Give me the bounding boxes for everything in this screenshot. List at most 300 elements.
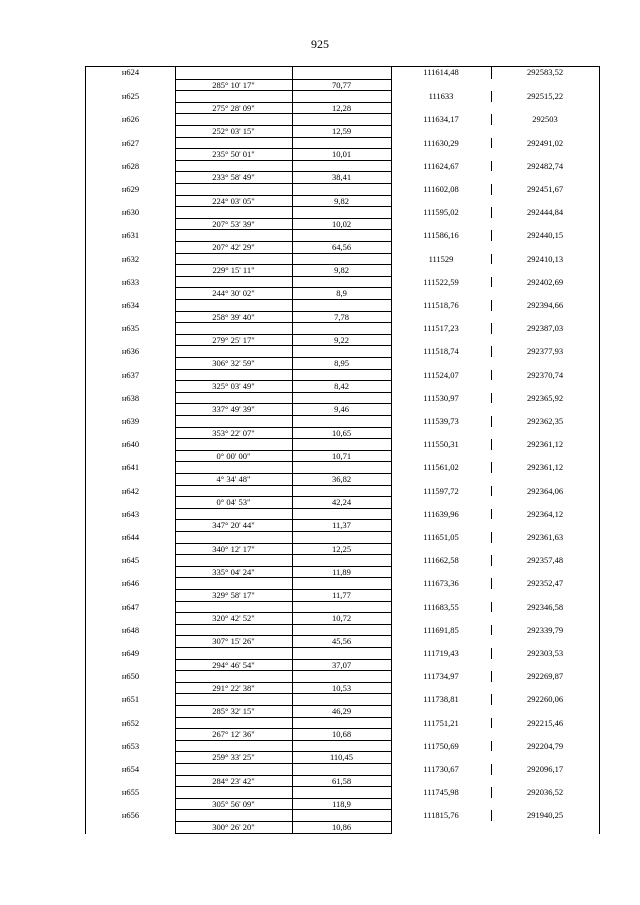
segment-row bbox=[86, 125, 599, 138]
direction-angle: 244° 30' 02" bbox=[212, 288, 255, 299]
x-coordinate: 111550,31 bbox=[423, 439, 459, 450]
cell-divider bbox=[391, 171, 392, 184]
y-coordinate: 292361,63 bbox=[526, 532, 564, 542]
merged-cell-mask bbox=[391, 125, 599, 138]
segment-row bbox=[86, 403, 599, 416]
merged-cell-mask bbox=[86, 79, 175, 92]
x-coordinate: 111662,58 bbox=[423, 555, 459, 566]
cell-divider bbox=[391, 427, 392, 440]
segment-row bbox=[86, 427, 599, 440]
direction-angle: 259° 33' 25" bbox=[212, 752, 255, 763]
x-coordinate: 111522,59 bbox=[423, 276, 459, 287]
point-name: н654 bbox=[121, 764, 140, 774]
y-coordinate: 292260,06 bbox=[526, 694, 564, 705]
direction-angle: 4° 34' 48" bbox=[216, 474, 251, 484]
cell-divider bbox=[292, 821, 293, 834]
merged-cell-mask bbox=[391, 450, 599, 463]
y-coordinate: 292377,93 bbox=[526, 346, 564, 357]
merged-cell-mask bbox=[86, 682, 175, 695]
cell-divider bbox=[391, 473, 392, 486]
segment-row bbox=[86, 519, 599, 532]
point-row bbox=[86, 67, 599, 79]
direction-angle: 235° 50' 01" bbox=[212, 149, 255, 160]
merged-cell-mask bbox=[391, 218, 599, 231]
segment-row bbox=[86, 79, 599, 92]
y-coordinate: 292410,13 bbox=[526, 253, 564, 264]
segment-length: 11,77 bbox=[332, 590, 351, 600]
cell-divider bbox=[391, 148, 392, 161]
y-coordinate: 292339,79 bbox=[526, 624, 564, 635]
point-name: н652 bbox=[121, 717, 140, 728]
point-name: н626 bbox=[121, 114, 140, 125]
cell-divider bbox=[175, 543, 176, 556]
y-coordinate: 292440,15 bbox=[526, 230, 564, 241]
point-name: н642 bbox=[121, 485, 140, 496]
merged-cell-mask bbox=[391, 635, 599, 648]
cell-divider bbox=[391, 403, 392, 416]
merged-cell-mask bbox=[391, 612, 599, 625]
merged-cell-mask bbox=[391, 496, 599, 509]
merged-cell-mask bbox=[391, 775, 599, 788]
point-name: н656 bbox=[121, 810, 140, 821]
merged-cell-mask bbox=[391, 148, 599, 161]
segment-length: 45,56 bbox=[331, 636, 352, 647]
y-coordinate: 292402,69 bbox=[526, 276, 564, 287]
segment-length: 10,86 bbox=[331, 822, 352, 832]
cell-divider bbox=[175, 125, 176, 138]
cell-divider bbox=[175, 79, 176, 92]
merged-cell-mask bbox=[391, 728, 599, 741]
segment-length: 10,68 bbox=[331, 729, 352, 740]
segment-row bbox=[86, 264, 599, 277]
cell-divider bbox=[175, 775, 176, 788]
y-coordinate: 292370,74 bbox=[526, 369, 564, 380]
cell-divider bbox=[391, 218, 392, 231]
cell-divider bbox=[175, 728, 176, 741]
merged-cell-mask bbox=[391, 195, 599, 208]
point-name: н649 bbox=[121, 648, 140, 658]
cell-divider bbox=[292, 334, 293, 347]
direction-angle: 0° 00' 00" bbox=[216, 450, 251, 461]
segment-length: 9,82 bbox=[334, 265, 349, 276]
segment-length: 8,95 bbox=[334, 358, 349, 368]
point-name: н647 bbox=[121, 601, 140, 612]
y-coordinate: 292387,03 bbox=[526, 323, 564, 334]
point-name: н634 bbox=[121, 300, 140, 310]
merged-cell-mask bbox=[86, 543, 175, 556]
segment-row bbox=[86, 102, 599, 115]
segment-row bbox=[86, 473, 599, 486]
segment-length: 110,45 bbox=[329, 752, 354, 763]
direction-angle: 337° 49' 39" bbox=[212, 404, 255, 415]
segment-length: 42,24 bbox=[331, 497, 352, 508]
y-coordinate: 292361,12 bbox=[526, 462, 564, 473]
cell-divider bbox=[175, 659, 176, 672]
cell-divider bbox=[391, 450, 392, 463]
page-number: 925 bbox=[311, 37, 329, 51]
merged-cell-mask bbox=[86, 659, 175, 672]
x-coordinate: 111639,96 bbox=[423, 508, 459, 519]
point-name: н624 bbox=[121, 67, 140, 77]
cell-divider bbox=[175, 264, 176, 277]
segment-row bbox=[86, 380, 599, 393]
cell-divider bbox=[391, 241, 392, 254]
segment-row bbox=[86, 682, 599, 695]
direction-angle: 258° 39' 40" bbox=[212, 311, 255, 322]
direction-angle: 233° 58' 49" bbox=[212, 172, 255, 183]
x-coordinate: 111539,73 bbox=[423, 416, 459, 426]
y-coordinate: 292215,46 bbox=[526, 717, 564, 728]
x-coordinate: 111517,23 bbox=[423, 323, 459, 334]
merged-cell-mask bbox=[86, 821, 175, 834]
segment-row bbox=[86, 705, 599, 718]
merged-cell-mask bbox=[86, 241, 175, 254]
merged-cell-mask bbox=[86, 775, 175, 788]
segment-row bbox=[86, 659, 599, 672]
point-name: н635 bbox=[121, 323, 140, 334]
segment-row bbox=[86, 357, 599, 370]
merged-cell-mask bbox=[391, 403, 599, 416]
segment-length: 11,89 bbox=[332, 566, 351, 577]
cell-divider bbox=[175, 519, 176, 532]
cell-divider bbox=[292, 125, 293, 138]
x-coordinate: 111529 bbox=[428, 253, 454, 264]
direction-angle: 335° 04' 24" bbox=[212, 566, 255, 577]
x-coordinate: 111586,16 bbox=[423, 230, 459, 241]
y-coordinate: 292482,74 bbox=[526, 160, 564, 171]
segment-row bbox=[86, 798, 599, 811]
y-coordinate: 292583,52 bbox=[526, 67, 564, 77]
merged-cell-mask bbox=[391, 357, 599, 370]
merged-cell-mask bbox=[86, 427, 175, 440]
merged-cell-mask bbox=[86, 635, 175, 648]
merged-cell-mask bbox=[86, 148, 175, 161]
point-name: н650 bbox=[121, 671, 140, 682]
cell-divider bbox=[391, 589, 392, 602]
cell-divider bbox=[292, 473, 293, 486]
cell-divider bbox=[175, 241, 176, 254]
merged-cell-mask bbox=[86, 218, 175, 231]
direction-angle: 229° 15' 11" bbox=[212, 265, 255, 276]
x-coordinate: 111673,36 bbox=[423, 578, 459, 589]
direction-angle: 267° 12' 36" bbox=[212, 729, 255, 740]
point-name: н646 bbox=[121, 578, 140, 589]
direction-angle: 353° 22' 07" bbox=[212, 427, 255, 438]
merged-cell-mask bbox=[86, 102, 175, 115]
direction-angle: 306° 32' 59" bbox=[212, 358, 255, 368]
merged-cell-mask bbox=[391, 334, 599, 347]
segment-row bbox=[86, 775, 599, 788]
cell-divider bbox=[175, 102, 176, 115]
y-coordinate: 292362,35 bbox=[526, 416, 564, 426]
cell-divider bbox=[292, 589, 293, 602]
y-coordinate: 292361,12 bbox=[526, 439, 564, 450]
x-coordinate: 111624,67 bbox=[423, 160, 459, 171]
point-name: н645 bbox=[121, 555, 140, 566]
cell-divider bbox=[292, 148, 293, 161]
x-coordinate: 111719,43 bbox=[423, 648, 459, 658]
cell-divider bbox=[391, 496, 392, 509]
merged-cell-mask bbox=[86, 728, 175, 741]
segment-row bbox=[86, 635, 599, 648]
merged-cell-mask bbox=[86, 496, 175, 509]
segment-length: 10,53 bbox=[331, 682, 352, 693]
point-name: н627 bbox=[121, 137, 140, 148]
cell-divider bbox=[292, 798, 293, 811]
cell-divider bbox=[391, 311, 392, 324]
cell-divider bbox=[391, 334, 392, 347]
y-coordinate: 292444,84 bbox=[526, 207, 564, 218]
x-coordinate: 111595,02 bbox=[423, 207, 459, 218]
point-name: н639 bbox=[121, 416, 140, 426]
point-name: н629 bbox=[121, 184, 140, 194]
segment-row bbox=[86, 218, 599, 231]
cell-divider bbox=[175, 287, 176, 300]
merged-cell-mask bbox=[391, 543, 599, 556]
merged-cell-mask bbox=[391, 311, 599, 324]
cell-divider bbox=[292, 427, 293, 440]
merged-cell-mask bbox=[86, 311, 175, 324]
x-coordinate: 111815,76 bbox=[423, 810, 459, 821]
cell-divider bbox=[391, 195, 392, 208]
cell-divider bbox=[292, 682, 293, 695]
merged-cell-mask bbox=[86, 287, 175, 300]
cell-divider bbox=[391, 287, 392, 300]
direction-angle: 275° 28' 09" bbox=[212, 102, 255, 113]
segment-row bbox=[86, 241, 599, 254]
cell-divider bbox=[292, 496, 293, 509]
merged-cell-mask bbox=[391, 821, 599, 834]
segment-row bbox=[86, 450, 599, 463]
merged-cell-mask bbox=[86, 798, 175, 811]
cell-divider bbox=[391, 682, 392, 695]
cell-divider bbox=[391, 612, 392, 625]
cell-divider bbox=[175, 705, 176, 718]
merged-cell-mask bbox=[391, 264, 599, 277]
x-coordinate: 111524,07 bbox=[423, 369, 459, 380]
x-coordinate: 111691,85 bbox=[423, 624, 459, 635]
cell-divider bbox=[292, 659, 293, 672]
y-coordinate: 292364,06 bbox=[526, 485, 564, 496]
point-name: н653 bbox=[121, 740, 140, 751]
cell-divider bbox=[391, 543, 392, 556]
direction-angle: 291° 22' 38" bbox=[212, 682, 255, 693]
point-name: н638 bbox=[121, 392, 140, 403]
cell-divider bbox=[175, 821, 176, 834]
segment-row bbox=[86, 496, 599, 509]
segment-row bbox=[86, 589, 599, 602]
merged-cell-mask bbox=[391, 705, 599, 718]
direction-angle: 329° 58' 17" bbox=[212, 590, 255, 600]
point-name: н632 bbox=[121, 253, 140, 264]
merged-cell-mask bbox=[86, 357, 175, 370]
cell-divider bbox=[391, 264, 392, 277]
x-coordinate: 111634,17 bbox=[423, 114, 459, 125]
merged-cell-mask bbox=[86, 450, 175, 463]
merged-cell-mask bbox=[391, 659, 599, 672]
cell-divider bbox=[391, 659, 392, 672]
cell-divider bbox=[175, 380, 176, 393]
y-coordinate: 292515,22 bbox=[526, 91, 564, 102]
segment-length: 9,46 bbox=[334, 404, 349, 415]
point-name: н636 bbox=[121, 346, 140, 357]
merged-cell-mask bbox=[391, 473, 599, 486]
cell-divider bbox=[292, 566, 293, 579]
merged-cell-mask bbox=[391, 798, 599, 811]
cell-divider bbox=[292, 79, 293, 92]
segment-length: 9,82 bbox=[334, 195, 349, 206]
segment-length: 10,01 bbox=[331, 149, 352, 160]
merged-cell-mask bbox=[391, 380, 599, 393]
segment-length: 7,78 bbox=[334, 311, 349, 322]
y-coordinate: 292451,67 bbox=[526, 184, 564, 194]
segment-length: 10,72 bbox=[331, 613, 352, 624]
merged-cell-mask bbox=[86, 519, 175, 532]
cell-divider bbox=[292, 357, 293, 370]
cell-divider bbox=[391, 566, 392, 579]
y-coordinate: 292036,52 bbox=[526, 787, 564, 798]
x-coordinate: 111751,21 bbox=[423, 717, 459, 728]
cell-divider bbox=[292, 264, 293, 277]
cell-divider bbox=[292, 241, 293, 254]
point-name: н648 bbox=[121, 624, 140, 635]
x-coordinate: 111530,97 bbox=[423, 392, 459, 403]
cell-divider bbox=[391, 125, 392, 138]
x-coordinate: 111738,81 bbox=[423, 694, 459, 705]
cell-divider bbox=[391, 380, 392, 393]
segment-row bbox=[86, 728, 599, 741]
cell-divider bbox=[292, 751, 293, 764]
y-coordinate: 292303,53 bbox=[526, 648, 564, 658]
cell-divider bbox=[175, 403, 176, 416]
merged-cell-mask bbox=[391, 287, 599, 300]
merged-cell-mask bbox=[391, 241, 599, 254]
direction-angle: 0° 04' 53" bbox=[216, 497, 251, 508]
direction-angle: 207° 42' 29" bbox=[212, 242, 255, 252]
cell-divider bbox=[391, 519, 392, 532]
merged-cell-mask bbox=[86, 612, 175, 625]
x-coordinate: 111602,08 bbox=[423, 184, 459, 194]
y-coordinate: 292364,12 bbox=[526, 508, 564, 519]
x-coordinate: 111730,67 bbox=[423, 764, 459, 774]
cell-divider bbox=[292, 287, 293, 300]
direction-angle: 207° 53' 39" bbox=[212, 218, 255, 229]
cell-divider bbox=[175, 357, 176, 370]
merged-cell-mask bbox=[86, 589, 175, 602]
cell-divider bbox=[391, 728, 392, 741]
direction-angle: 285° 10' 17" bbox=[212, 79, 255, 90]
segment-row bbox=[86, 543, 599, 556]
cell-divider bbox=[175, 566, 176, 579]
cell-divider bbox=[391, 705, 392, 718]
cell-divider bbox=[292, 705, 293, 718]
segment-length: 12,25 bbox=[331, 543, 352, 554]
merged-cell-mask bbox=[86, 403, 175, 416]
cell-divider bbox=[391, 357, 392, 370]
segment-length: 64,56 bbox=[331, 242, 352, 252]
x-coordinate: 111750,69 bbox=[423, 740, 459, 751]
x-coordinate: 111614,48 bbox=[423, 67, 459, 77]
x-coordinate: 111683,55 bbox=[423, 601, 459, 612]
merged-cell-mask bbox=[86, 705, 175, 718]
merged-cell-mask bbox=[86, 334, 175, 347]
cell-divider bbox=[391, 751, 392, 764]
merged-cell-mask bbox=[391, 102, 599, 115]
merged-cell-mask bbox=[86, 195, 175, 208]
segment-row bbox=[86, 311, 599, 324]
cell-divider bbox=[391, 821, 392, 834]
x-coordinate: 111630,29 bbox=[423, 137, 459, 148]
merged-cell-mask bbox=[86, 566, 175, 579]
y-coordinate: 292365,92 bbox=[526, 392, 564, 403]
merged-cell-mask bbox=[391, 519, 599, 532]
x-coordinate: 111651,05 bbox=[423, 532, 459, 542]
cell-divider bbox=[391, 775, 392, 788]
direction-angle: 279° 25' 17" bbox=[212, 334, 255, 345]
segment-row bbox=[86, 612, 599, 625]
cell-divider bbox=[175, 751, 176, 764]
point-name: н643 bbox=[121, 508, 140, 519]
cell-divider bbox=[175, 612, 176, 625]
segment-row bbox=[86, 566, 599, 579]
merged-cell-mask bbox=[391, 682, 599, 695]
direction-angle: 325° 03' 49" bbox=[212, 381, 255, 392]
cell-divider bbox=[175, 450, 176, 463]
cell-divider bbox=[292, 102, 293, 115]
merged-cell-mask bbox=[86, 751, 175, 764]
direction-angle: 305° 56' 09" bbox=[212, 798, 255, 809]
point-name: н644 bbox=[121, 532, 140, 542]
direction-angle: 284° 23' 42" bbox=[212, 775, 255, 786]
point-name: н640 bbox=[121, 439, 140, 450]
segment-length: 12,28 bbox=[331, 102, 352, 113]
segment-length: 46,29 bbox=[331, 706, 352, 716]
segment-row bbox=[86, 287, 599, 300]
cell-divider bbox=[175, 195, 176, 208]
cell-divider bbox=[292, 380, 293, 393]
merged-cell-mask bbox=[391, 171, 599, 184]
cell-divider bbox=[292, 519, 293, 532]
direction-angle: 224° 03' 05" bbox=[212, 195, 255, 206]
segment-length: 11,37 bbox=[332, 520, 351, 531]
cell-divider bbox=[292, 775, 293, 788]
y-coordinate: 292503 bbox=[532, 114, 558, 125]
segment-length: 38,41 bbox=[331, 172, 352, 183]
merged-cell-mask bbox=[391, 589, 599, 602]
y-coordinate: 292357,48 bbox=[526, 555, 564, 566]
x-coordinate: 111518,74 bbox=[423, 346, 459, 357]
merged-cell-mask bbox=[391, 566, 599, 579]
cell-divider bbox=[175, 334, 176, 347]
y-coordinate: 292269,87 bbox=[526, 671, 564, 682]
cell-divider bbox=[175, 635, 176, 648]
segment-row bbox=[86, 171, 599, 184]
merged-cell-mask bbox=[86, 380, 175, 393]
y-coordinate: 292491,02 bbox=[526, 137, 564, 148]
cell-divider bbox=[175, 311, 176, 324]
y-coordinate: 292346,58 bbox=[526, 601, 564, 612]
x-coordinate: 111633 bbox=[428, 91, 454, 102]
cell-divider bbox=[292, 171, 293, 184]
segment-length: 12,59 bbox=[331, 126, 352, 136]
cell-divider bbox=[391, 798, 392, 811]
merged-cell-mask bbox=[391, 79, 599, 92]
point-name: н628 bbox=[121, 160, 140, 171]
cell-divider bbox=[292, 311, 293, 324]
cell-divider bbox=[292, 635, 293, 648]
direction-angle: 340° 12' 17" bbox=[212, 543, 255, 554]
segment-length: 37,07 bbox=[331, 659, 352, 670]
